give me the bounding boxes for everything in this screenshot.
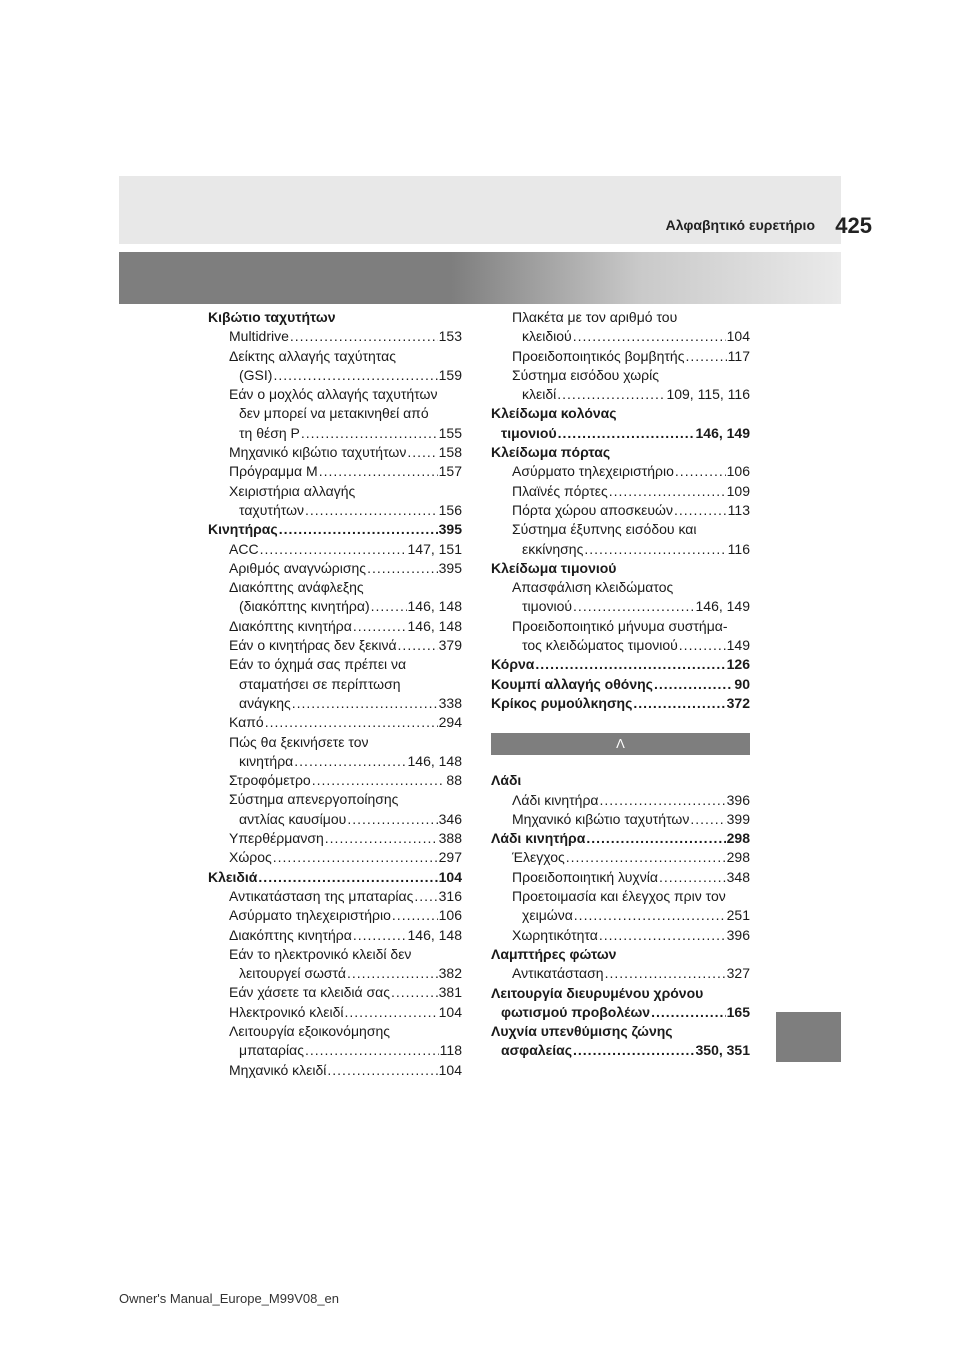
index-entry-line: Προετοιμασία και έλεγχος πριν τον [512,888,726,905]
index-entry: Αντικατάσταση της μπαταρίας ..... 316 [208,887,462,906]
index-entry-line: Χειριστήρια αλλαγής [229,482,356,499]
index-entry: Εάν ο κινητήρας δεν ξεκινά ..... 379 [208,636,462,655]
index-entry: ACC ..... 147, 151 [208,540,462,559]
index-entry: τη θέση P ..... 155 [208,424,462,443]
index-entry-line: Εάν το ηλεκτρονικό κλειδί δεν [229,945,412,962]
index-entry: Αντικατάσταση ..... 327 [491,964,750,983]
index-heading: Κουμπί αλλαγής οθόνης ..... 90 [491,675,750,694]
index-entry: ανάγκης ..... 338 [208,694,462,713]
index-entry-line: Εάν ο μοχλός αλλαγής ταχυτήτων [229,386,438,403]
index-entry: Λάδι κινητήρα ..... 396 [491,791,750,810]
index-entry-line: Δείκτης αλλαγής ταχύτητας [229,347,396,364]
index-entry: λειτουργεί σωστά ..... 382 [208,964,462,983]
page-number: 425 [835,213,872,238]
index-entry-line: Σύστημα εισόδου χωρίς [512,366,659,383]
index-heading: Λαμπτήρες φώτων [491,945,617,962]
index-entry-line: Σύστημα απενεργοποίησης [229,791,399,808]
index-entry: Καπό ..... 294 [208,713,462,732]
index-column-right [491,308,750,1061]
section-title: Αλφαβητικό ευρετήριο [665,217,815,233]
index-entry: χειμώνα ..... 251 [491,906,750,925]
index-entry-line: Λειτουργία εξοικονόμησης [229,1022,390,1039]
index-entry: αντλίας καυσίμου ..... 346 [208,810,462,829]
index-heading: Κλειδιά ..... 104 [208,868,462,887]
index-entry: Έλεγχος ..... 298 [491,848,750,867]
footer-text: Owner's Manual_Europe_M99V08_en [119,1291,340,1306]
index-entry: Προειδοποιητικός βομβητής ..... 117 [491,347,750,366]
index-entry: Ασύρματο τηλεχειριστήριο ..... 106 [208,906,462,925]
index-heading: Κρίκος ρυμούλκησης ..... 372 [491,694,750,713]
index-entry-line: δεν μπορεί να μετακινηθεί από [239,405,429,422]
header-band [119,252,841,304]
index-entry-line: Πλακέτα με τον αριθμό του [512,309,678,325]
index-entry-line: Πώς θα ξεκινήσετε τον [229,733,369,750]
index-entry: Πλαϊνές πόρτες ..... 109 [491,482,750,501]
index-heading-cont: φωτισμού προβολέων ..... 165 [491,1003,750,1022]
index-entry: Χώρος ..... 297 [208,848,462,867]
index-entry: Διακόπτης κινητήρα ..... 146, 148 [208,617,462,636]
index-entry: τιμονιού ..... 146, 149 [491,597,750,616]
index-entry-line: Απασφάλιση κλειδώματος [512,579,674,596]
index-heading: Λάδι [491,772,522,789]
index-entry: μπαταρίας ..... 118 [208,1041,462,1060]
index-heading: Λυχνία υπενθύμισης ζώνης [491,1023,673,1040]
index-entry: Στροφόμετρο ..... 88 [208,771,462,790]
index-heading: Κλείδωμα πόρτας [491,444,611,461]
index-entry: Αριθμός αναγνώρισης ..... 395 [208,559,462,578]
index-entry: Μηχανικό κιβώτιο ταχυτήτων ..... 158 [208,443,462,462]
index-entry: Χωρητικότητα ..... 396 [491,926,750,945]
index-heading: Κλείδωμα τιμονιού [491,559,617,576]
index-heading-cont: ασφαλείας ..... 350, 351 [491,1041,750,1060]
side-thumb-tab [776,1012,841,1062]
index-heading: Κόρνα ..... 126 [491,655,750,674]
index-entry: Εάν χάσετε τα κλειδιά σας ..... 381 [208,983,462,1002]
index-entry: τος κλειδώματος τιμονιού ..... 149 [491,636,750,655]
index-entry: Διακόπτης κινητήρα ..... 146, 148 [208,926,462,945]
index-entry: Μηχανικό κιβώτιο ταχυτήτων ..... 399 [491,810,750,829]
index-entry-line: σταματήσει σε περίπτωση [239,675,401,692]
index-entry: κινητήρα ..... 146, 148 [208,752,462,771]
index-entry: Μηχανικό κλειδί ..... 104 [208,1061,462,1080]
index-heading-cont: τιμονιού ..... 146, 149 [491,424,750,443]
index-entry: (GSI) ..... 159 [208,366,462,385]
index-heading: Κιβώτιο ταχυτήτων [208,309,336,325]
index-entry: εκκίνησης ..... 116 [491,540,750,559]
index-entry-line: Προειδοποιητικό μήνυμα συστήμα- [512,617,728,634]
index-entry: κλειδιού ..... 104 [491,327,750,346]
index-entry-line: Σύστημα έξυπνης εισόδου και [512,521,697,538]
index-heading: Κινητήρας ..... 395 [208,520,462,539]
index-entry: (διακόπτης κινητήρα) ..... 146, 148 [208,597,462,616]
index-heading: Λάδι κινητήρα ..... 298 [491,829,750,848]
section-letter-header: Λ [491,733,750,755]
index-heading: Κλείδωμα κολόνας [491,405,617,422]
index-heading: Λειτουργία διευρυμένου χρόνου [491,984,704,1001]
index-entry-line: Διακόπτης ανάφλεξης [229,579,364,596]
index-entry: ταχυτήτων ..... 156 [208,501,462,520]
index-entry: Multidrive ..... 153 [208,327,462,346]
index-entry: Υπερθέρμανση ..... 388 [208,829,462,848]
index-entry-line: Εάν το όχημά σας πρέπει να [229,656,407,673]
index-entry: κλειδί ..... 109, 115, 116 [491,385,750,404]
index-column-left [208,308,462,1080]
index-entry: Ασύρματο τηλεχειριστήριο ..... 106 [491,462,750,481]
index-entry: Προειδοποιητική λυχνία ..... 348 [491,868,750,887]
header-box [119,176,841,244]
index-entry: Ηλεκτρονικό κλειδί ..... 104 [208,1003,462,1022]
index-entry: Πρόγραμμα M ..... 157 [208,462,462,481]
index-entry: Πόρτα χώρου αποσκευών ..... 113 [491,501,750,520]
